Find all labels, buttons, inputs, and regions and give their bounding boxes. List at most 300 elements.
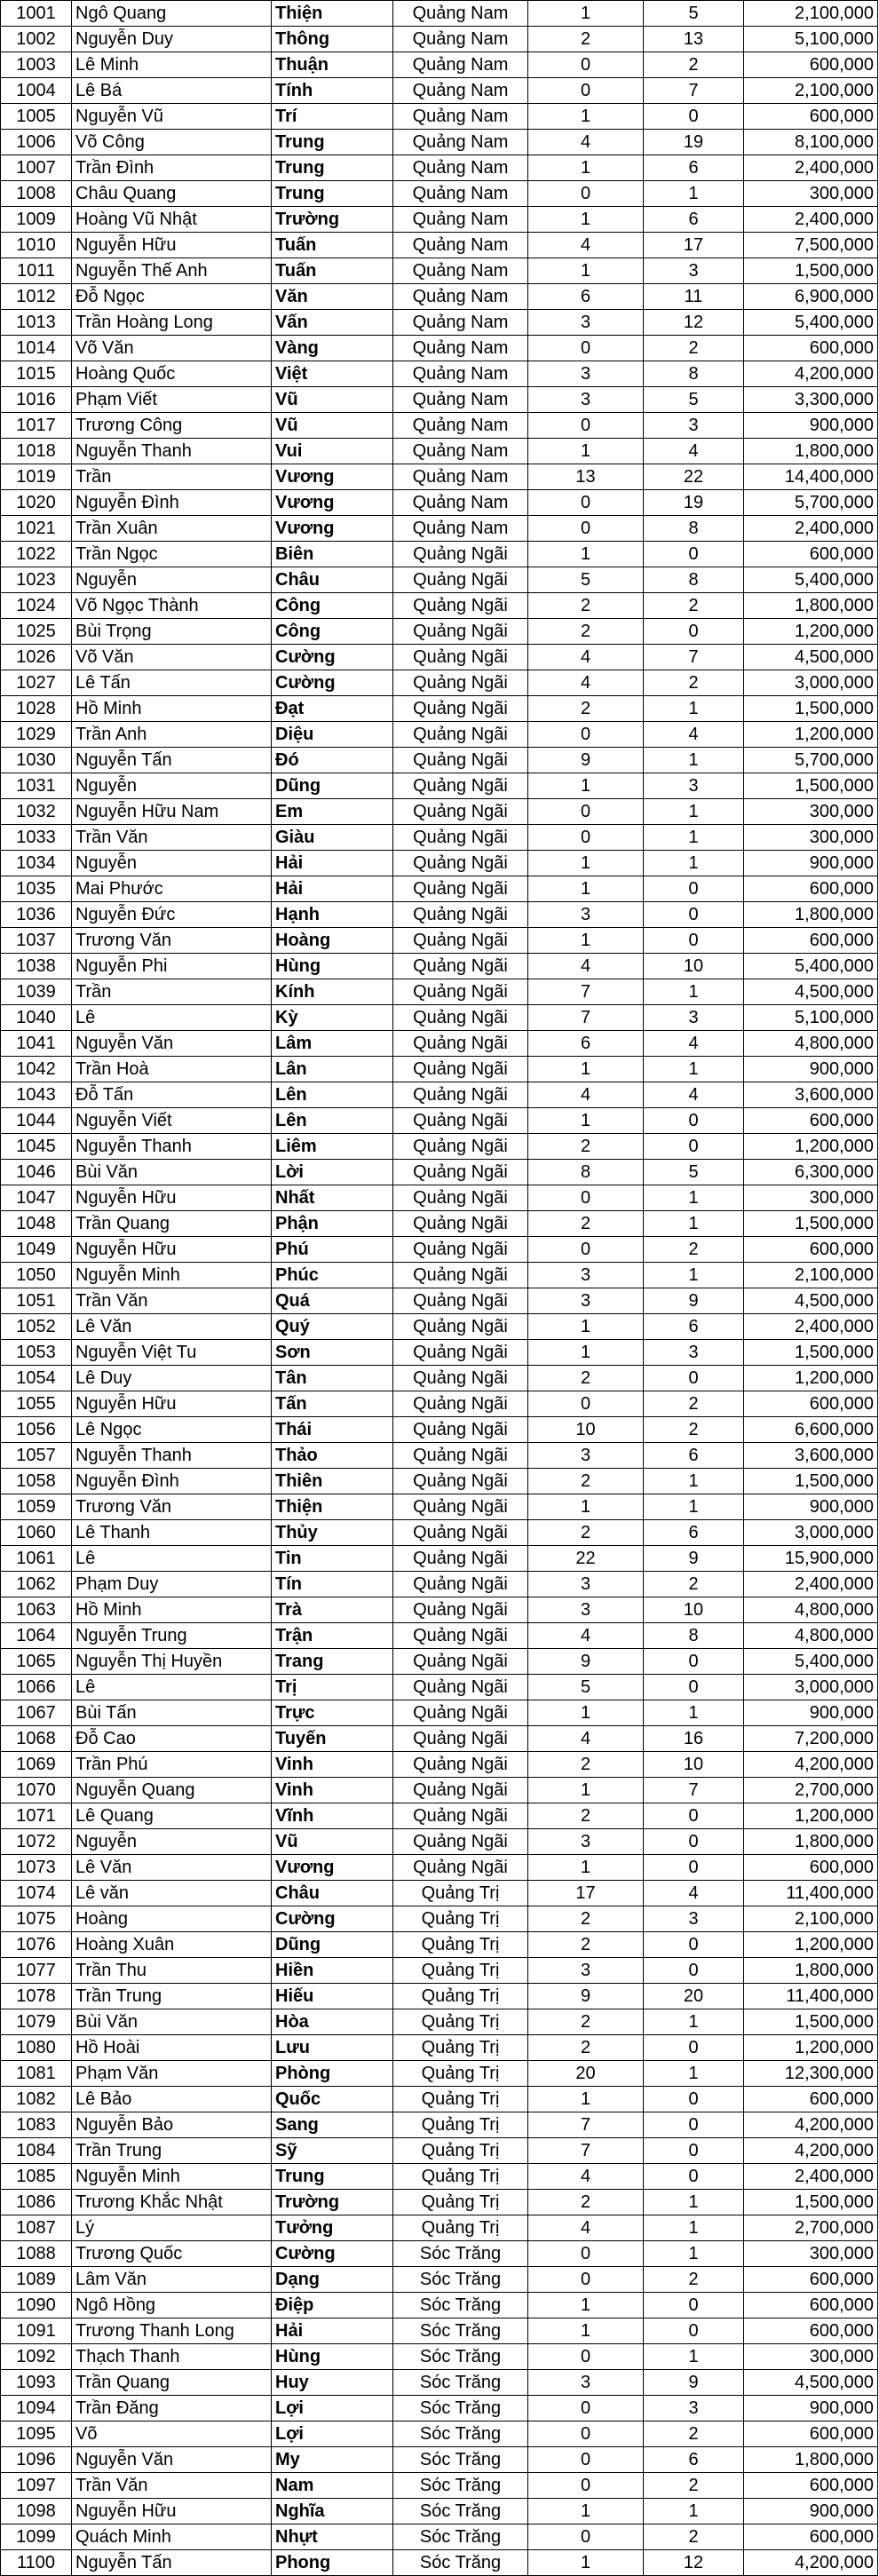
count-a-cell: 1 — [528, 155, 644, 181]
id-cell: 1097 — [1, 2473, 72, 2499]
last-name-cell: Nguyễn — [72, 1829, 272, 1855]
table-row — [1, 284, 878, 310]
count-b-cell: 0 — [644, 2035, 744, 2061]
amount-cell: 1,500,000 — [744, 258, 878, 284]
id-cell: 1056 — [1, 1417, 72, 1443]
amount-cell: 15,900,000 — [744, 1546, 878, 1572]
count-b-cell: 0 — [644, 619, 744, 645]
count-a-cell: 0 — [528, 52, 644, 78]
province-cell: Quảng Ngãi — [393, 1494, 528, 1520]
count-b-cell: 2 — [644, 1417, 744, 1443]
count-a-cell: 2 — [528, 2009, 644, 2035]
first-name-cell: Vương — [272, 490, 393, 516]
id-cell: 1023 — [1, 567, 72, 593]
id-cell: 1096 — [1, 2447, 72, 2473]
province-cell: Quảng Ngãi — [393, 1597, 528, 1623]
first-name-cell: Tấn — [272, 1391, 393, 1417]
province-cell: Sóc Trăng — [393, 2318, 528, 2344]
table-row — [1, 1211, 878, 1237]
id-cell: 1071 — [1, 1803, 72, 1829]
count-a-cell: 0 — [528, 1185, 644, 1211]
count-a-cell: 0 — [528, 2447, 644, 2473]
count-a-cell: 3 — [528, 1288, 644, 1314]
table-row — [1, 2164, 878, 2190]
province-cell: Quảng Trị — [393, 2164, 528, 2190]
last-name-cell: Trần Thu — [72, 1958, 272, 1984]
first-name-cell: Quá — [272, 1288, 393, 1314]
last-name-cell: Nguyễn — [72, 567, 272, 593]
id-cell: 1083 — [1, 2112, 72, 2138]
first-name-cell: Huy — [272, 2370, 393, 2396]
count-a-cell: 2 — [528, 1803, 644, 1829]
table-row — [1, 2318, 878, 2344]
count-a-cell: 1 — [528, 1, 644, 27]
amount-cell: 900,000 — [744, 2396, 878, 2421]
first-name-cell: Vương — [272, 1855, 393, 1881]
first-name-cell: Cường — [272, 1906, 393, 1932]
count-a-cell: 1 — [528, 2293, 644, 2318]
count-a-cell: 2 — [528, 1520, 644, 1546]
count-a-cell: 4 — [528, 130, 644, 155]
table-row — [1, 1005, 878, 1031]
count-a-cell: 0 — [528, 1391, 644, 1417]
count-b-cell: 0 — [644, 2164, 744, 2190]
count-b-cell: 0 — [644, 2293, 744, 2318]
table-body — [1, 1, 878, 2576]
table-row — [1, 1082, 878, 1108]
table-row — [1, 1185, 878, 1211]
last-name-cell: Trần Trung — [72, 2138, 272, 2164]
count-a-cell: 1 — [528, 1108, 644, 1134]
count-a-cell: 5 — [528, 567, 644, 593]
last-name-cell: Nguyễn Thanh — [72, 439, 272, 464]
table-row — [1, 104, 878, 130]
count-a-cell: 1 — [528, 1340, 644, 1366]
table-row — [1, 928, 878, 954]
table-row — [1, 1031, 878, 1057]
count-a-cell: 6 — [528, 284, 644, 310]
amount-cell: 300,000 — [744, 2344, 878, 2370]
count-b-cell: 10 — [644, 1752, 744, 1778]
last-name-cell: Trương Thanh Long — [72, 2318, 272, 2344]
province-cell: Quảng Nam — [393, 336, 528, 361]
id-cell: 1039 — [1, 979, 72, 1005]
amount-cell: 1,500,000 — [744, 1211, 878, 1237]
province-cell: Quảng Ngãi — [393, 825, 528, 851]
province-cell: Quảng Trị — [393, 2215, 528, 2241]
province-cell: Quảng Nam — [393, 516, 528, 542]
first-name-cell: Hải — [272, 876, 393, 902]
count-b-cell: 2 — [644, 1237, 744, 1263]
id-cell: 1019 — [1, 464, 72, 490]
amount-cell: 1,500,000 — [744, 1340, 878, 1366]
id-cell: 1054 — [1, 1366, 72, 1391]
count-a-cell: 1 — [528, 1494, 644, 1520]
table-row — [1, 696, 878, 722]
province-cell: Quảng Ngãi — [393, 696, 528, 722]
count-b-cell: 1 — [644, 2061, 744, 2087]
first-name-cell: Văn — [272, 284, 393, 310]
province-cell: Sóc Trăng — [393, 2267, 528, 2293]
id-cell: 1018 — [1, 439, 72, 464]
count-a-cell: 3 — [528, 902, 644, 928]
table-row — [1, 516, 878, 542]
id-cell: 1014 — [1, 336, 72, 361]
amount-cell: 1,200,000 — [744, 1366, 878, 1391]
id-cell: 1004 — [1, 78, 72, 104]
count-b-cell: 0 — [644, 1803, 744, 1829]
last-name-cell: Nguyễn Duy — [72, 27, 272, 52]
province-cell: Quảng Ngãi — [393, 722, 528, 748]
first-name-cell: Tuấn — [272, 233, 393, 258]
count-b-cell: 1 — [644, 2190, 744, 2215]
first-name-cell: Vương — [272, 464, 393, 490]
table-row — [1, 2293, 878, 2318]
count-b-cell: 2 — [644, 52, 744, 78]
amount-cell: 1,200,000 — [744, 2035, 878, 2061]
last-name-cell: Trần Anh — [72, 722, 272, 748]
id-cell: 1075 — [1, 1906, 72, 1932]
id-cell: 1003 — [1, 52, 72, 78]
first-name-cell: Lân — [272, 1057, 393, 1082]
first-name-cell: Vinh — [272, 1778, 393, 1803]
last-name-cell: Nguyễn Bảo — [72, 2112, 272, 2138]
count-b-cell: 1 — [644, 696, 744, 722]
province-cell: Quảng Ngãi — [393, 1726, 528, 1752]
table-row — [1, 2087, 878, 2112]
table-row — [1, 1417, 878, 1443]
first-name-cell: Trà — [272, 1597, 393, 1623]
first-name-cell: Kính — [272, 979, 393, 1005]
first-name-cell: Hòa — [272, 2009, 393, 2035]
amount-cell: 4,500,000 — [744, 2370, 878, 2396]
count-b-cell: 8 — [644, 516, 744, 542]
amount-cell: 900,000 — [744, 1494, 878, 1520]
table-row — [1, 1391, 878, 1417]
count-b-cell: 0 — [644, 2112, 744, 2138]
amount-cell: 12,300,000 — [744, 2061, 878, 2087]
province-cell: Quảng Ngãi — [393, 1314, 528, 1340]
id-cell: 1085 — [1, 2164, 72, 2190]
amount-cell: 600,000 — [744, 52, 878, 78]
count-a-cell: 4 — [528, 954, 644, 979]
province-cell: Quảng Nam — [393, 1, 528, 27]
amount-cell: 4,500,000 — [744, 979, 878, 1005]
last-name-cell: Lê Thanh — [72, 1520, 272, 1546]
first-name-cell: Trung — [272, 2164, 393, 2190]
amount-cell: 8,100,000 — [744, 130, 878, 155]
table-row — [1, 1649, 878, 1675]
amount-cell: 600,000 — [744, 1237, 878, 1263]
last-name-cell: Nguyễn Minh — [72, 2164, 272, 2190]
count-b-cell: 5 — [644, 1, 744, 27]
province-cell: Sóc Trăng — [393, 2344, 528, 2370]
id-cell: 1006 — [1, 130, 72, 155]
count-b-cell: 1 — [644, 181, 744, 207]
first-name-cell: Em — [272, 799, 393, 825]
count-a-cell: 1 — [528, 439, 644, 464]
count-b-cell: 1 — [644, 1211, 744, 1237]
last-name-cell: Võ Ngọc Thành — [72, 593, 272, 619]
last-name-cell: Trương Quốc — [72, 2241, 272, 2267]
province-cell: Quảng Ngãi — [393, 1649, 528, 1675]
table-row — [1, 902, 878, 928]
province-cell: Quảng Nam — [393, 27, 528, 52]
first-name-cell: Tin — [272, 1546, 393, 1572]
first-name-cell: Tuyến — [272, 1726, 393, 1752]
first-name-cell: Hùng — [272, 2344, 393, 2370]
count-b-cell: 0 — [644, 1134, 744, 1160]
table-row — [1, 2550, 878, 2576]
amount-cell: 1,800,000 — [744, 439, 878, 464]
count-b-cell: 20 — [644, 1984, 744, 2009]
table-row — [1, 748, 878, 773]
count-b-cell: 0 — [644, 1958, 744, 1984]
id-cell: 1079 — [1, 2009, 72, 2035]
last-name-cell: Nguyễn Hữu — [72, 1185, 272, 1211]
first-name-cell: Châu — [272, 1881, 393, 1906]
id-cell: 1048 — [1, 1211, 72, 1237]
count-a-cell: 2 — [528, 1932, 644, 1958]
count-b-cell: 0 — [644, 1855, 744, 1881]
count-a-cell: 7 — [528, 979, 644, 1005]
table-row — [1, 310, 878, 336]
amount-cell: 3,600,000 — [744, 1082, 878, 1108]
province-cell: Quảng Nam — [393, 387, 528, 413]
table-row — [1, 1237, 878, 1263]
amount-cell: 900,000 — [744, 1700, 878, 1726]
id-cell: 1007 — [1, 155, 72, 181]
id-cell: 1084 — [1, 2138, 72, 2164]
province-cell: Quảng Ngãi — [393, 954, 528, 979]
amount-cell: 4,200,000 — [744, 1752, 878, 1778]
count-a-cell: 1 — [528, 2550, 644, 2576]
last-name-cell: Nguyễn Thanh — [72, 1134, 272, 1160]
count-a-cell: 3 — [528, 1829, 644, 1855]
first-name-cell: Lời — [272, 1160, 393, 1185]
count-b-cell: 9 — [644, 1288, 744, 1314]
province-cell: Quảng Ngãi — [393, 1752, 528, 1778]
first-name-cell: Cường — [272, 670, 393, 696]
count-a-cell: 0 — [528, 799, 644, 825]
count-b-cell: 9 — [644, 1546, 744, 1572]
province-cell: Quảng Ngãi — [393, 928, 528, 954]
count-a-cell: 0 — [528, 336, 644, 361]
first-name-cell: Trường — [272, 2190, 393, 2215]
amount-cell: 1,800,000 — [744, 593, 878, 619]
province-cell: Sóc Trăng — [393, 2370, 528, 2396]
first-name-cell: Lợi — [272, 2421, 393, 2447]
first-name-cell: Phòng — [272, 2061, 393, 2087]
last-name-cell: Trần Xuân — [72, 516, 272, 542]
province-cell: Quảng Nam — [393, 104, 528, 130]
table-row — [1, 336, 878, 361]
table-row — [1, 2061, 878, 2087]
table-row — [1, 1108, 878, 1134]
last-name-cell: Nguyễn Viết — [72, 1108, 272, 1134]
first-name-cell: Đạt — [272, 696, 393, 722]
count-a-cell: 1 — [528, 104, 644, 130]
count-b-cell: 2 — [644, 2421, 744, 2447]
last-name-cell: Nguyễn — [72, 851, 272, 876]
first-name-cell: Phú — [272, 1237, 393, 1263]
count-b-cell: 0 — [644, 104, 744, 130]
last-name-cell: Trần Quang — [72, 1211, 272, 1237]
id-cell: 1053 — [1, 1340, 72, 1366]
id-cell: 1078 — [1, 1984, 72, 2009]
province-cell: Quảng Nam — [393, 181, 528, 207]
table-row — [1, 2241, 878, 2267]
count-a-cell: 2 — [528, 1906, 644, 1932]
id-cell: 1074 — [1, 1881, 72, 1906]
last-name-cell: Trần Đăng — [72, 2396, 272, 2421]
amount-cell: 600,000 — [744, 2524, 878, 2550]
first-name-cell: Quốc — [272, 2087, 393, 2112]
count-b-cell: 5 — [644, 1160, 744, 1185]
province-cell: Quảng Trị — [393, 1906, 528, 1932]
last-name-cell: Lê Văn — [72, 1855, 272, 1881]
id-cell: 1040 — [1, 1005, 72, 1031]
amount-cell: 1,800,000 — [744, 2447, 878, 2473]
table-row — [1, 1597, 878, 1623]
count-b-cell: 0 — [644, 2318, 744, 2344]
table-row — [1, 645, 878, 670]
count-a-cell: 0 — [528, 2473, 644, 2499]
last-name-cell: Trần Văn — [72, 1288, 272, 1314]
first-name-cell: Hiền — [272, 1958, 393, 1984]
last-name-cell: Hoàng Vũ Nhật — [72, 207, 272, 233]
count-b-cell: 1 — [644, 2009, 744, 2035]
count-b-cell: 1 — [644, 2241, 744, 2267]
id-cell: 1059 — [1, 1494, 72, 1520]
count-b-cell: 4 — [644, 722, 744, 748]
count-b-cell: 3 — [644, 773, 744, 799]
last-name-cell: Trần Văn — [72, 2473, 272, 2499]
amount-cell: 2,400,000 — [744, 516, 878, 542]
count-b-cell: 3 — [644, 2396, 744, 2421]
first-name-cell: Trí — [272, 104, 393, 130]
province-cell: Quảng Ngãi — [393, 619, 528, 645]
amount-cell: 1,200,000 — [744, 1134, 878, 1160]
amount-cell: 5,100,000 — [744, 1005, 878, 1031]
province-cell: Quảng Ngãi — [393, 670, 528, 696]
count-b-cell: 17 — [644, 233, 744, 258]
amount-cell: 600,000 — [744, 1391, 878, 1417]
count-a-cell: 2 — [528, 1469, 644, 1494]
last-name-cell: Hồ Minh — [72, 696, 272, 722]
province-cell: Quảng Nam — [393, 464, 528, 490]
last-name-cell: Trần Đình — [72, 155, 272, 181]
amount-cell: 300,000 — [744, 825, 878, 851]
province-cell: Quảng Ngãi — [393, 1082, 528, 1108]
count-a-cell: 1 — [528, 542, 644, 567]
count-a-cell: 0 — [528, 2241, 644, 2267]
province-cell: Sóc Trăng — [393, 2473, 528, 2499]
count-b-cell: 1 — [644, 851, 744, 876]
table-row — [1, 233, 878, 258]
province-cell: Sóc Trăng — [393, 2421, 528, 2447]
last-name-cell: Nguyễn Hữu Nam — [72, 799, 272, 825]
last-name-cell: Nguyễn Hữu — [72, 233, 272, 258]
count-b-cell: 19 — [644, 490, 744, 516]
first-name-cell: Trung — [272, 130, 393, 155]
table-row — [1, 1984, 878, 2009]
province-cell: Quảng Trị — [393, 2112, 528, 2138]
province-cell: Quảng Trị — [393, 1958, 528, 1984]
province-cell: Quảng Ngãi — [393, 645, 528, 670]
last-name-cell: Lê — [72, 1005, 272, 1031]
province-cell: Quảng Ngãi — [393, 902, 528, 928]
id-cell: 1064 — [1, 1623, 72, 1649]
id-cell: 1001 — [1, 1, 72, 27]
count-b-cell: 0 — [644, 1108, 744, 1134]
last-name-cell: Nguyễn Thị Huyền — [72, 1649, 272, 1675]
last-name-cell: Hồ Minh — [72, 1597, 272, 1623]
count-b-cell: 0 — [644, 2087, 744, 2112]
count-a-cell: 0 — [528, 78, 644, 104]
table-row — [1, 1520, 878, 1546]
id-cell: 1042 — [1, 1057, 72, 1082]
province-cell: Sóc Trăng — [393, 2550, 528, 2576]
table-row — [1, 1675, 878, 1700]
count-b-cell: 0 — [644, 542, 744, 567]
last-name-cell: Lâm Văn — [72, 2267, 272, 2293]
last-name-cell: Đỗ Ngọc — [72, 284, 272, 310]
last-name-cell: Nguyễn Đức — [72, 902, 272, 928]
id-cell: 1098 — [1, 2499, 72, 2524]
amount-cell: 1,200,000 — [744, 1803, 878, 1829]
table-row — [1, 2215, 878, 2241]
amount-cell: 600,000 — [744, 2267, 878, 2293]
province-cell: Quảng Ngãi — [393, 567, 528, 593]
table-row — [1, 1263, 878, 1288]
count-a-cell: 0 — [528, 490, 644, 516]
count-a-cell: 3 — [528, 2370, 644, 2396]
amount-cell: 4,200,000 — [744, 2138, 878, 2164]
table-row — [1, 1855, 878, 1881]
id-cell: 1094 — [1, 2396, 72, 2421]
amount-cell: 5,400,000 — [744, 567, 878, 593]
amount-cell: 900,000 — [744, 2499, 878, 2524]
province-cell: Quảng Nam — [393, 233, 528, 258]
first-name-cell: Lâm — [272, 1031, 393, 1057]
province-cell: Quảng Ngãi — [393, 1391, 528, 1417]
amount-cell: 900,000 — [744, 413, 878, 439]
last-name-cell: Lê Minh — [72, 52, 272, 78]
province-cell: Quảng Ngãi — [393, 1263, 528, 1288]
table-row — [1, 2499, 878, 2524]
province-cell: Quảng Ngãi — [393, 1829, 528, 1855]
table-row — [1, 773, 878, 799]
id-cell: 1066 — [1, 1675, 72, 1700]
first-name-cell: Dũng — [272, 773, 393, 799]
table-row — [1, 1778, 878, 1803]
amount-cell: 11,400,000 — [744, 1881, 878, 1906]
first-name-cell: Vinh — [272, 1752, 393, 1778]
last-name-cell: Châu Quang — [72, 181, 272, 207]
table-row — [1, 1700, 878, 1726]
count-b-cell: 9 — [644, 2370, 744, 2396]
amount-cell: 6,900,000 — [744, 284, 878, 310]
table-row — [1, 1932, 878, 1958]
first-name-cell: Cường — [272, 645, 393, 670]
first-name-cell: Dạng — [272, 2267, 393, 2293]
amount-cell: 4,200,000 — [744, 2550, 878, 2576]
count-a-cell: 1 — [528, 928, 644, 954]
id-cell: 1008 — [1, 181, 72, 207]
count-a-cell: 1 — [528, 1855, 644, 1881]
count-b-cell: 2 — [644, 670, 744, 696]
